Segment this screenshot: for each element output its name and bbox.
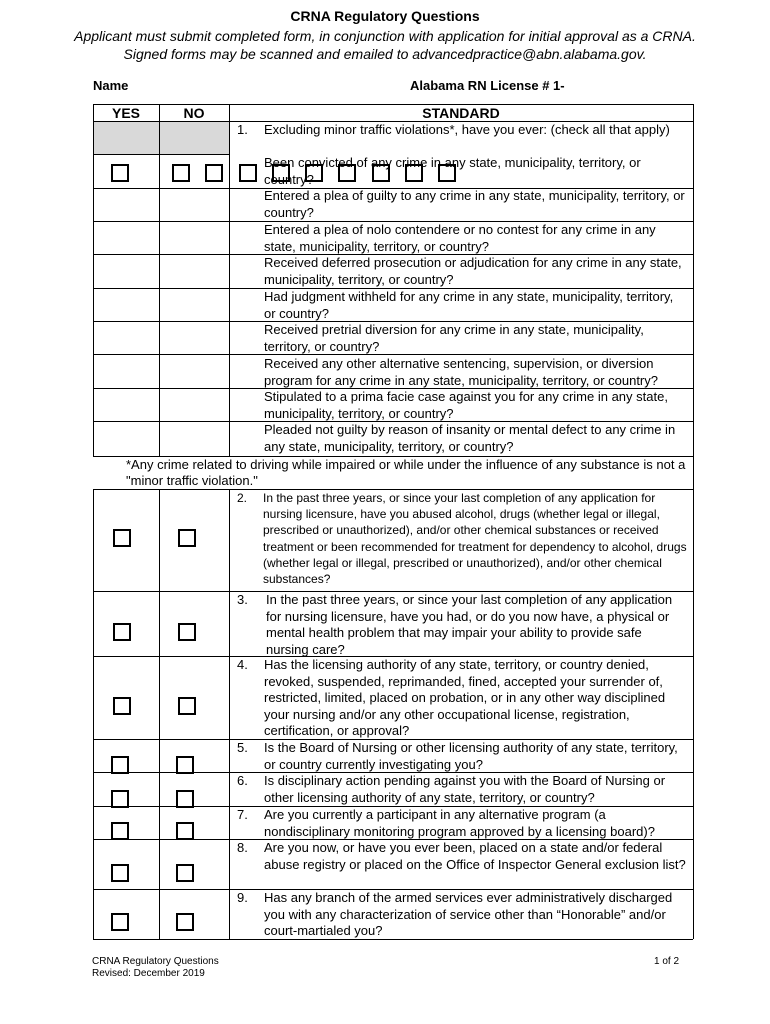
question-number: 5.	[237, 740, 248, 755]
question-row	[237, 490, 687, 587]
table-rule	[93, 104, 693, 105]
yes-checkbox[interactable]	[113, 697, 131, 715]
yes-checkbox[interactable]	[113, 623, 131, 641]
column-divider	[229, 104, 230, 456]
no-column-header: NO	[183, 105, 205, 121]
question-number: 4.	[237, 657, 248, 672]
column-divider	[229, 489, 230, 939]
question-text: In the past three years, or since your last completion of any application for nursing licensure, have you had, or do you now have, a physical or mental health problem that may impair your ability to provide safe nursing care?	[266, 592, 673, 657]
question-1-subitem: Received any other alternative sentencing, supervision, or diversion program for any crime in any state, municipality, territory, or country?	[264, 356, 658, 388]
table-border-right	[693, 104, 694, 939]
question-number: 6.	[237, 773, 248, 788]
no-checkbox[interactable]	[239, 164, 257, 182]
question-text: Is disciplinary action pending against you with the Board of Nursing or other licensing authority of any state, territory, or country?	[264, 773, 666, 805]
name-label: Name	[93, 78, 129, 93]
question-1-subitem: Stipulated to a prima facie case against you for any crime in any state, municipality, territory, or country?	[264, 389, 668, 421]
question-text: In the past three years, or since your last completion of any application for nursing licensure, have you abused alcohol, drugs (whether legal or illegal, prescribed or unauthorized), and/or other chemical substances or received treatment or been recommended for treatment for dependency to alcohol, drugs (whether legal or illegal, prescribed or unauthorized), and/or other chemical substances?	[263, 491, 687, 587]
yes-checkbox[interactable]	[111, 790, 129, 808]
no-checkbox[interactable]	[176, 756, 194, 774]
question-text: Has the licensing authority of any state, territory, or country denied, revoked, suspended, reprimanded, fined, accepted your surrender of, restricted, limited, placed on probation, or in any other way disciplined your nursing and/or any other occupational license, registration, certification, or approval?	[264, 657, 666, 738]
page-number: 1 of 2	[654, 956, 680, 967]
question-1-subitem: Pleaded not guilty by reason of insanity or mental defect to any crime in any state, municipality, territory, or country?	[264, 422, 676, 454]
question-number: 1.	[237, 122, 248, 137]
question-row	[237, 807, 687, 840]
question-text: Excluding minor traffic violations*, have you ever: (check all that apply)	[264, 122, 670, 137]
question-text: Are you now, or have you ever been, placed on a state and/or federal abuse registry or placed on the Office of Inspector General exclusion list?	[264, 840, 686, 872]
no-checkbox[interactable]	[176, 913, 194, 931]
yes-checkbox[interactable]	[111, 822, 129, 840]
question-number: 3.	[237, 592, 248, 607]
shaded-cell	[93, 121, 229, 154]
table-rule	[93, 456, 693, 457]
question-text: Are you currently a participant in any alternative program (a nondisciplinary monitoring program approved by a licensing board)?	[264, 807, 655, 839]
question-1-subitem: Been convicted of any crime in any state, municipality, territory, or country?	[264, 155, 641, 187]
question-row	[237, 840, 687, 873]
question-number: 2.	[237, 491, 248, 505]
question-1-subitem: Entered a plea of guilty to any crime in any state, municipality, territory, or country?	[264, 188, 685, 220]
form-instructions: Applicant must submit completed form, in conjunction with application for initial approval as a CRNA. Signed forms may be scanned and emailed to advancedpractice@abn.alabama.gov.	[74, 28, 696, 62]
question-text: Is the Board of Nursing or other licensing authority of any state, territory, or country currently investigating you?	[264, 740, 678, 772]
question-row	[237, 773, 687, 806]
no-checkbox[interactable]	[178, 529, 196, 547]
no-checkbox[interactable]	[205, 164, 223, 182]
yes-checkbox[interactable]	[111, 756, 129, 774]
yes-checkbox[interactable]	[111, 864, 129, 882]
no-checkbox[interactable]	[172, 164, 190, 182]
yes-checkbox[interactable]	[113, 529, 131, 547]
question-1-subitem: Had judgment withheld for any crime in any state, municipality, territory, or country?	[264, 289, 674, 321]
no-checkbox[interactable]	[176, 822, 194, 840]
question-number: 8.	[237, 840, 248, 855]
no-checkbox[interactable]	[178, 623, 196, 641]
question-number: 9.	[237, 890, 248, 905]
question-1-subitem: Received pretrial diversion for any crime in any state, municipality, territory, or country?	[264, 322, 644, 354]
minor-traffic-footnote: *Any crime related to driving while impaired or while under the influence of any substance is not a "minor traffic violation."	[126, 457, 686, 488]
yes-checkbox[interactable]	[111, 913, 129, 931]
question-1-subitem: Entered a plea of nolo contendere or no contest for any crime in any state, municipality, territory, or country?	[264, 222, 656, 254]
column-divider	[159, 104, 160, 456]
question-row	[237, 890, 687, 940]
question-row	[237, 740, 687, 773]
yes-column-header: YES	[111, 105, 140, 121]
no-checkbox[interactable]	[176, 790, 194, 808]
table-border-left	[93, 489, 94, 939]
standard-column-header: STANDARD	[422, 105, 500, 121]
yes-checkbox[interactable]	[111, 164, 129, 182]
question-number: 7.	[237, 807, 248, 822]
no-checkbox[interactable]	[176, 864, 194, 882]
no-checkbox[interactable]	[178, 697, 196, 715]
question-row	[237, 657, 687, 740]
column-divider	[159, 489, 160, 939]
footer-left	[92, 956, 219, 980]
question-1-subitem: Received deferred prosecution or adjudication for any crime in any state, municipality, territory, or country?	[264, 255, 682, 287]
license-label: Alabama RN License # 1-	[410, 78, 565, 93]
question-row	[237, 592, 687, 658]
table-border-left	[93, 104, 94, 456]
footer-form-name: CRNA Regulatory Questions	[92, 956, 219, 967]
table-rule	[93, 154, 229, 155]
question-1-intro	[237, 122, 687, 139]
footer-revision: Revised: December 2019	[92, 968, 205, 979]
question-text: Has any branch of the armed services ever administratively discharged you with any characterization of service other than “Honorable” and/or court-martialed you?	[264, 890, 673, 938]
table-rule	[93, 121, 693, 122]
form-title: CRNA Regulatory Questions	[290, 8, 480, 24]
